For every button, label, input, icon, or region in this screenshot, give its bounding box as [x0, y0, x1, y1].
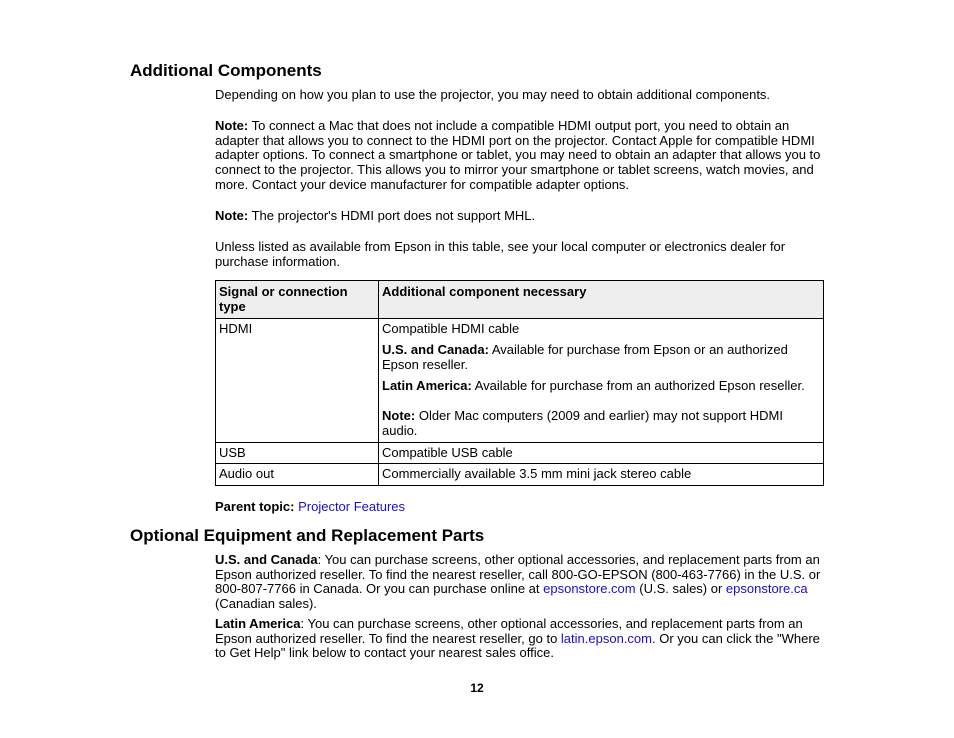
latin-epson-link[interactable]: latin.epson.com — [560, 630, 652, 646]
region-text: : You can purchase screens, other optional accessories, and replacement parts from an Epson authorized reseller. To find the nearest reseller, call 800-GO-EPSON (800-463-7766) in the U.S. or 800-807-7766 in Canada. Or you can purchase online at — [215, 552, 821, 597]
table-row-audio-out — [216, 464, 824, 486]
parent-topic — [215, 500, 827, 515]
table-row-hdmi — [216, 319, 824, 442]
cell-type-hdmi: HDMI — [216, 319, 379, 442]
note-label: Note: — [215, 118, 249, 133]
parent-topic-link[interactable]: Projector Features — [298, 499, 406, 514]
cell-component-audio-out: Commercially available 3.5 mm mini jack stereo cable — [379, 464, 824, 486]
note-label: Note: — [215, 208, 249, 223]
table-header-row — [216, 281, 824, 319]
column-header-component: Additional component necessary — [379, 281, 824, 319]
hdmi-latin-america — [382, 379, 820, 394]
region-text: Available for purchase from an authorized Epson reseller. — [471, 377, 805, 393]
cell-type-audio-out: Audio out — [216, 464, 379, 486]
hdmi-cable-text: Compatible HDMI cable — [382, 321, 520, 337]
note-mac-adapter — [215, 119, 827, 193]
region-label: Latin America — [215, 616, 301, 631]
note-mhl — [215, 209, 827, 224]
region-text: (Canadian sales). — [215, 596, 317, 612]
epsonstore-ca-link[interactable]: epsonstore.ca — [725, 581, 808, 597]
hdmi-us-canada — [382, 343, 820, 372]
cell-component-usb: Compatible USB cable — [379, 442, 824, 464]
page-number: 12 — [470, 681, 484, 695]
cell-component-hdmi — [379, 319, 824, 442]
region-text: Available for purchase from Epson or an authorized Epson reseller. — [382, 342, 788, 372]
section-heading-optional-equipment: Optional Equipment and Replacement Parts — [130, 526, 485, 545]
parent-topic-label: Parent topic: — [215, 499, 295, 514]
hdmi-note — [382, 409, 820, 438]
components-table — [215, 280, 824, 486]
latin-america-paragraph — [215, 617, 827, 661]
region-text: : You can purchase screens, other optional accessories, and replacement parts from an Epson authorized reseller. To find the nearest reseller, go to — [215, 616, 803, 646]
dealer-paragraph: Unless listed as available from Epson in this table, see your local computer or electronics dealer for purchase information. — [215, 239, 786, 269]
epsonstore-com-link[interactable]: epsonstore.com — [543, 581, 636, 597]
us-canada-paragraph — [215, 553, 827, 612]
region-text: (U.S. sales) or — [635, 581, 726, 597]
region-label: U.S. and Canada: — [382, 342, 489, 358]
region-label: U.S. and Canada — [215, 552, 318, 567]
column-header-signal-type: Signal or connection type — [216, 281, 379, 319]
region-text: . Or you can click the "Where to Get Help" link below to contact your nearest sales office. — [215, 630, 820, 661]
table-row-usb — [216, 442, 824, 464]
section-heading-additional-components: Additional Components — [130, 61, 322, 80]
note-label: Note: — [382, 408, 416, 424]
note-text: Older Mac computers (2009 and earlier) may not support HDMI audio. — [382, 408, 783, 438]
note-text: To connect a Mac that does not include a compatible HDMI output port, you need to obtain an adapter that allows you to connect to the HDMI port on the projector. Contact Apple for compatible HDMI adapter options. To connect a smartphone or tablet, you may need to obtain an adapter that allows you to connect to the projector. This allows you to mirror your smartphone or tablet screens, watch movies, and more. Contact your device manufacturer for compatible adapter options. — [215, 118, 821, 192]
cell-type-usb: USB — [216, 442, 379, 464]
note-text: The projector's HDMI port does not support MHL. — [248, 208, 536, 223]
intro-paragraph: Depending on how you plan to use the projector, you may need to obtain additional components. — [215, 87, 771, 102]
region-label: Latin America: — [382, 377, 472, 393]
